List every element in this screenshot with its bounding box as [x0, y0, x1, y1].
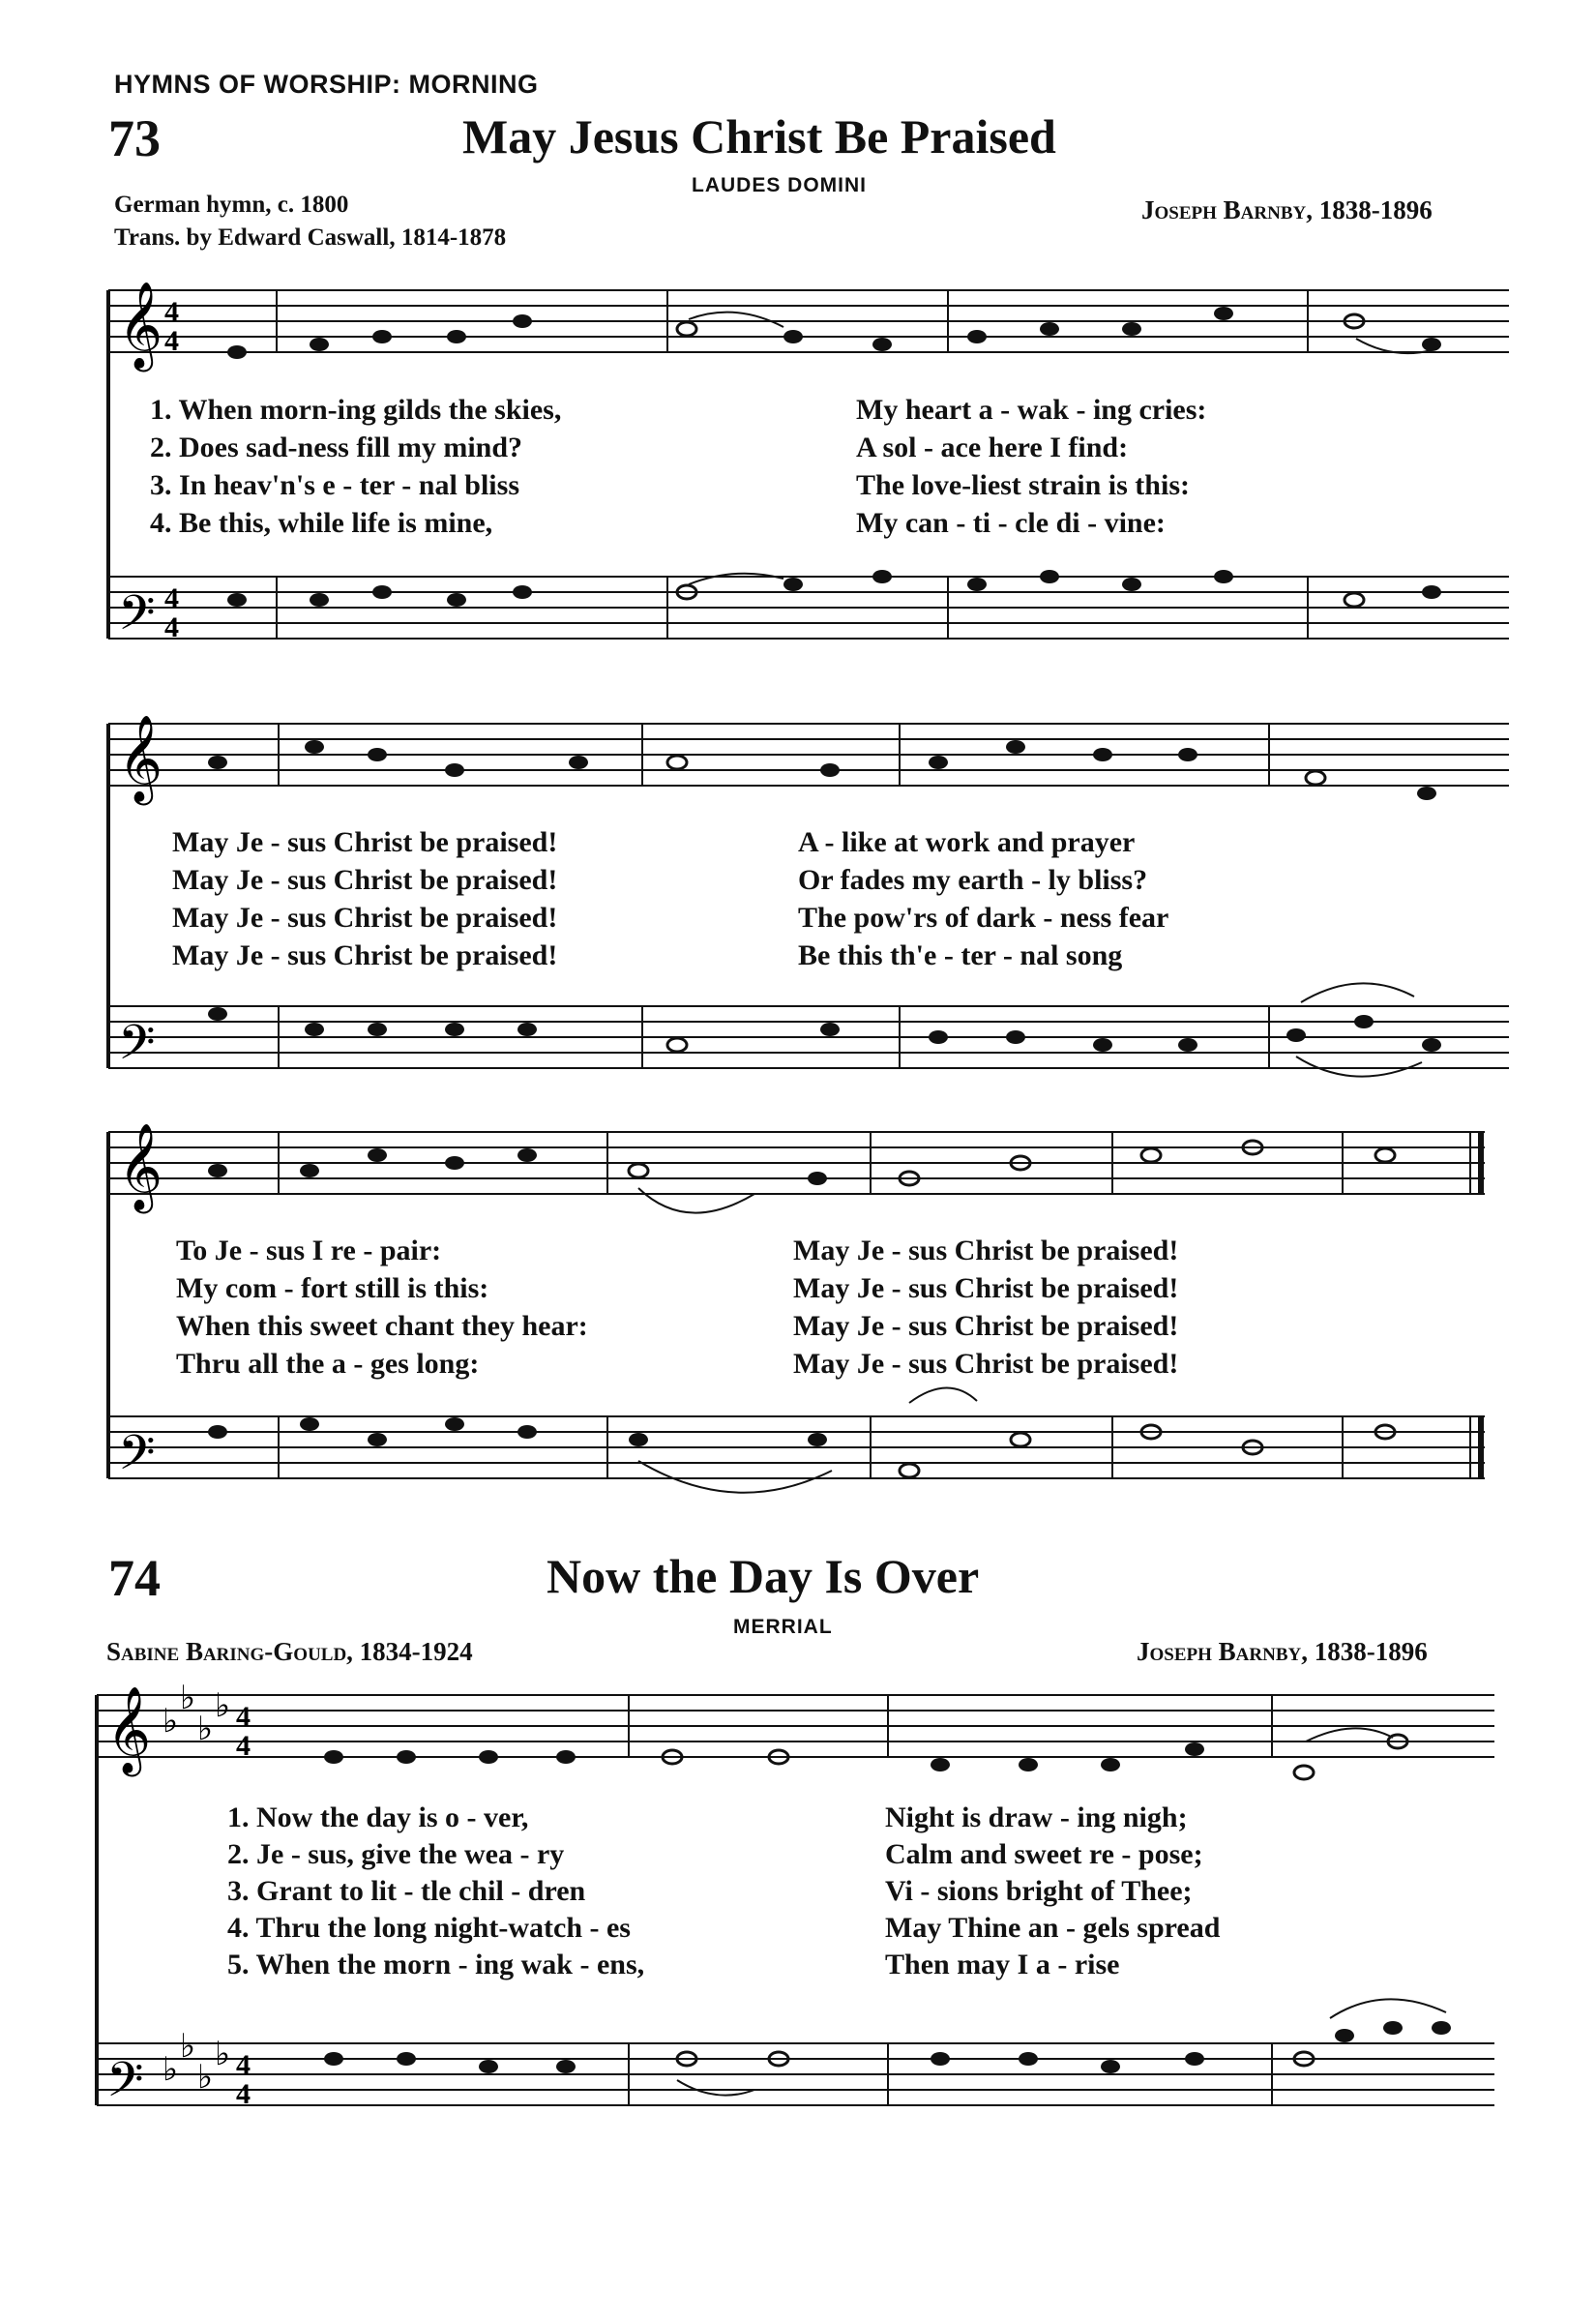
lyric-line: 2. Je - sus, give the wea - ry	[227, 1838, 565, 1870]
hymn-74-number: 74	[108, 1549, 161, 1607]
lyric-line: 5. When the morn - ing wak - ens,	[227, 1949, 645, 1980]
lyric-line: My can - ti - cle di - vine:	[856, 507, 1166, 539]
lyric-line: 1. Now the day is o - ver,	[227, 1801, 529, 1833]
hymn-73-translator-credit: Trans. by Edward Caswall, 1814-1878	[114, 224, 507, 251]
lyric-line: To Je - sus I re - pair:	[176, 1235, 442, 1266]
lyric-line: Thru all the a - ges long:	[176, 1348, 480, 1380]
lyric-line: Vi - sions bright of Thee;	[885, 1875, 1193, 1907]
svg-text:♭: ♭	[163, 2052, 179, 2088]
svg-text:♭: ♭	[215, 2037, 231, 2072]
svg-text:♭: ♭	[180, 1681, 196, 1716]
lyric-line: May Je - sus Christ be praised!	[172, 902, 558, 934]
lyric-line: A sol - ace here I find:	[856, 432, 1129, 463]
hymn-73-words-credit: German hymn, c. 1800	[114, 192, 349, 218]
page-section-header: HYMNS OF WORSHIP: MORNING	[114, 70, 539, 99]
svg-text:𝄞: 𝄞	[118, 282, 163, 369]
lyric-line: May Je - sus Christ be praised!	[172, 826, 558, 858]
lyric-line: 2. Does sad-ness fill my mind?	[150, 432, 523, 463]
lyric-line: A - like at work and prayer	[798, 826, 1136, 858]
lyric-line: Then may I a - rise	[885, 1949, 1120, 1980]
lyric-line: May Je - sus Christ be praised!	[172, 939, 558, 971]
hymn-73-title: May Jesus Christ Be Praised	[462, 109, 1056, 164]
svg-text:4: 4	[164, 611, 179, 643]
hymn-74-words-credit: Sabine Baring-Gould, 1834-1924	[106, 1637, 473, 1666]
lyric-line: Be this th'e - ter - nal song	[798, 939, 1123, 971]
svg-text:4: 4	[236, 1701, 251, 1733]
hymn-73-number: 73	[108, 109, 161, 167]
hymn-74-composer-credit: Joseph Barnby, 1838-1896	[1137, 1637, 1428, 1666]
svg-text:♭: ♭	[163, 1704, 179, 1740]
lyric-line: May Thine an - gels spread	[885, 1912, 1221, 1944]
lyric-line: 1. When morn-ing gilds the skies,	[150, 394, 562, 426]
hymn-74-title: Now the Day Is Over	[547, 1549, 980, 1603]
lyric-line: May Je - sus Christ be praised!	[793, 1272, 1179, 1304]
lyric-line: 3. In heav'n's e - ter - nal bliss	[150, 469, 519, 501]
lyric-line: 4. Be this, while life is mine,	[150, 507, 493, 539]
lyric-line: My com - fort still is this:	[176, 1272, 489, 1304]
svg-text:4: 4	[164, 325, 179, 357]
lyric-line: Night is draw - ing nigh;	[885, 1801, 1188, 1833]
lyric-line: May Je - sus Christ be praised!	[172, 864, 558, 896]
lyric-line: When this sweet chant they hear:	[176, 1310, 588, 1342]
svg-text:♭: ♭	[197, 2060, 214, 2096]
lyric-line: The love-liest strain is this:	[856, 469, 1190, 501]
svg-text:𝄢: 𝄢	[118, 585, 156, 653]
lyric-line: My heart a - wak - ing cries:	[856, 394, 1207, 426]
hymn-73-composer-credit: Joseph Barnby, 1838-1896	[1141, 195, 1433, 224]
svg-text:4: 4	[236, 2078, 251, 2110]
svg-text:♭: ♭	[215, 1688, 231, 1724]
lyric-line: 3. Grant to lit - tle chil - dren	[227, 1875, 586, 1907]
lyric-line: May Je - sus Christ be praised!	[793, 1310, 1179, 1342]
lyric-line: May Je - sus Christ be praised!	[793, 1235, 1179, 1266]
lyric-line: Or fades my earth - ly bliss?	[798, 864, 1148, 896]
svg-text:4: 4	[164, 582, 179, 614]
hymn-74-tune-name: MERRIAL	[733, 1616, 833, 1638]
svg-text:𝄢: 𝄢	[106, 2052, 144, 2120]
lyric-line: 4. Thru the long night-watch - es	[227, 1912, 631, 1944]
svg-text:♭: ♭	[197, 1712, 214, 1747]
lyric-line: The pow'rs of dark - ness fear	[798, 902, 1169, 934]
svg-text:𝄞: 𝄞	[118, 1123, 163, 1210]
lyric-line: Calm and sweet re - pose;	[885, 1838, 1203, 1870]
svg-text:𝄞: 𝄞	[118, 715, 163, 802]
svg-text:𝄞: 𝄞	[106, 1686, 152, 1773]
svg-text:𝄢: 𝄢	[118, 1425, 156, 1493]
svg-text:4: 4	[236, 2049, 251, 2081]
lyric-line: May Je - sus Christ be praised!	[793, 1348, 1179, 1380]
svg-text:♭: ♭	[180, 2029, 196, 2065]
svg-text:4: 4	[236, 1730, 251, 1762]
hymn-73-tune-name: LAUDES DOMINI	[692, 174, 867, 196]
svg-text:𝄢: 𝄢	[118, 1015, 156, 1083]
svg-text:4: 4	[164, 296, 179, 328]
